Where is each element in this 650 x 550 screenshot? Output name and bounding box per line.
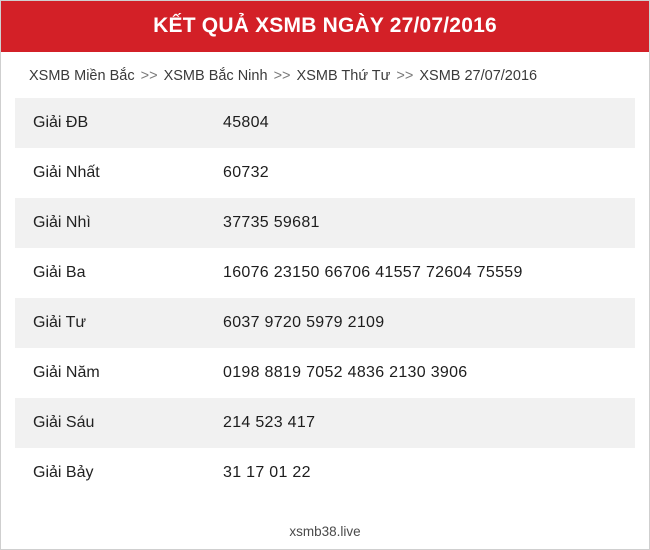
prize-numbers: 0198 8819 7052 4836 2130 3906 (223, 364, 468, 381)
prize-label: Giải Tư (33, 314, 87, 331)
breadcrumb (1, 52, 649, 98)
breadcrumb-item-weekday[interactable]: XSMB Thứ Tư (296, 68, 391, 84)
prize-label: Giải Ba (33, 264, 86, 281)
prize-numbers: 60732 (223, 164, 269, 181)
breadcrumb-separator: >> (140, 68, 158, 84)
prize-label: Giải ĐB (33, 114, 89, 131)
lottery-results-table (15, 98, 635, 498)
breadcrumb-item-region[interactable]: XSMB Miền Bắc (29, 68, 135, 84)
prize-numbers: 214 523 417 (223, 414, 316, 431)
prize-label: Giải Bảy (33, 464, 94, 481)
table-row (15, 148, 635, 198)
site-name: xsmb38.live (289, 524, 361, 539)
breadcrumb-item-date[interactable]: XSMB 27/07/2016 (419, 68, 538, 84)
table-row (15, 198, 635, 248)
table-row (15, 298, 635, 348)
prize-label: Giải Nhất (33, 164, 100, 181)
prize-numbers: 6037 9720 5979 2109 (223, 314, 385, 331)
prize-numbers: 45804 (223, 114, 269, 131)
table-row (15, 98, 635, 148)
footer (1, 498, 649, 549)
table-row (15, 398, 635, 448)
prize-numbers: 16076 23150 66706 41557 72604 75559 (223, 264, 523, 281)
prize-numbers: 37735 59681 (223, 214, 320, 231)
prize-label: Giải Nhì (33, 214, 91, 231)
breadcrumb-separator: >> (396, 68, 414, 84)
table-row (15, 248, 635, 298)
page-title: KẾT QUẢ XSMB NGÀY 27/07/2016 (1, 1, 649, 52)
breadcrumb-item-province[interactable]: XSMB Bắc Ninh (163, 68, 268, 84)
prize-label: Giải Sáu (33, 414, 95, 431)
table-row (15, 448, 635, 498)
table-row (15, 348, 635, 398)
prize-label: Giải Năm (33, 364, 100, 381)
prize-numbers: 31 17 01 22 (223, 464, 311, 481)
breadcrumb-separator: >> (273, 68, 291, 84)
